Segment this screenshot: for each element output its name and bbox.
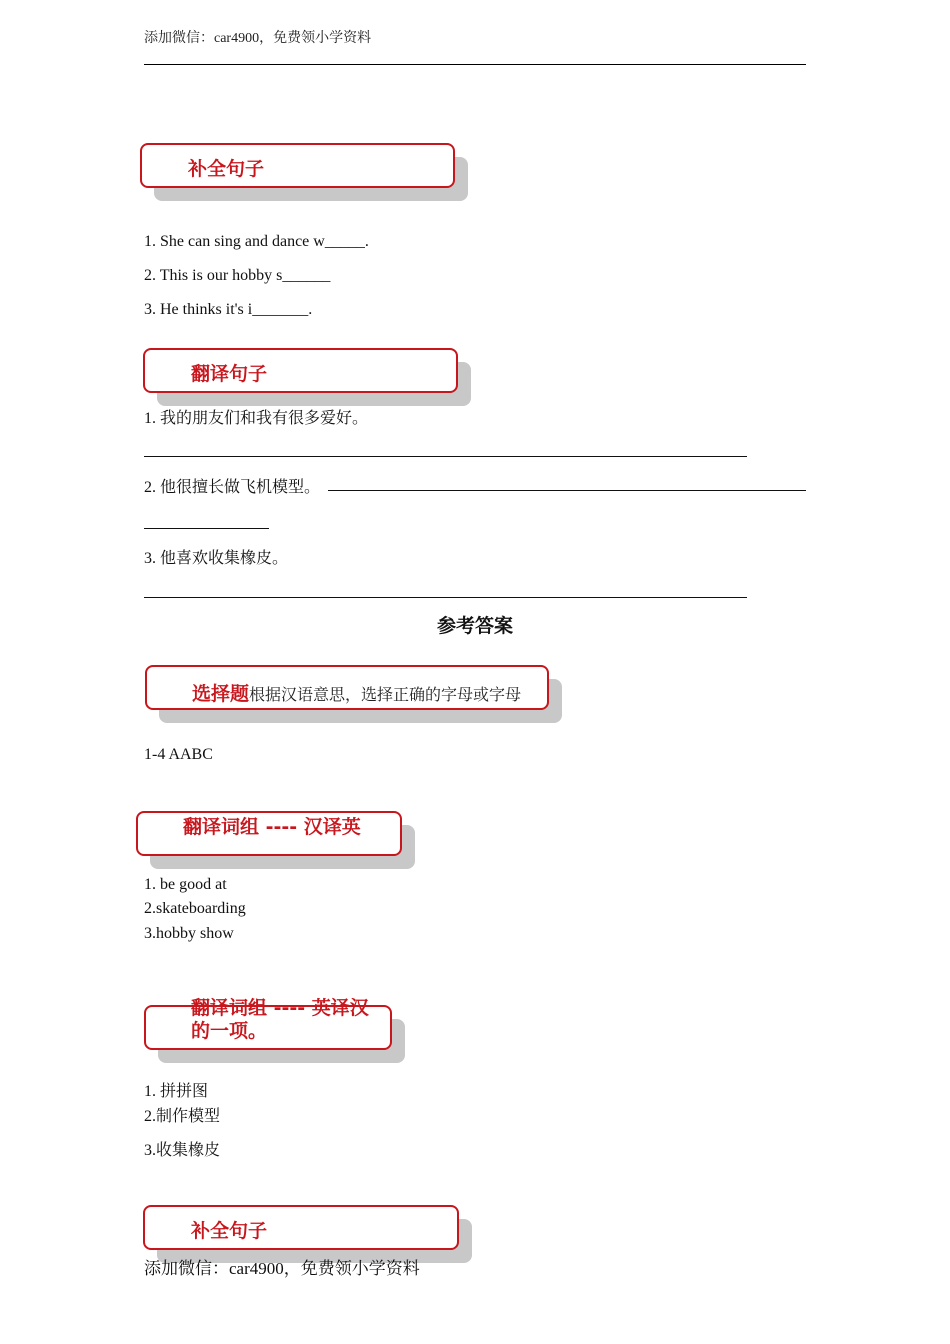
answer-en-zh-item-3: 3.收集橡皮 [144, 1142, 221, 1159]
answer-line-2b [144, 528, 269, 529]
answer-choice-subtitle: 根据汉语意思，选择正确的字母或字母 [249, 685, 522, 704]
answer-zh-en-item-1: 1. be good at [144, 876, 227, 893]
answer-choice-text: 1-4 AABC [144, 746, 213, 763]
answer-zh-en-title: 翻译词组 ---- 汉译英 [183, 816, 361, 838]
translate-item-2: 2. 他很擅长做飞机模型。 [144, 479, 321, 496]
answer-line-1 [144, 456, 747, 457]
answer-en-zh-title-continued: 的一项。 [191, 1020, 268, 1042]
section-fill-title: 补全句子 [188, 158, 265, 180]
answer-zh-en-item-3: 3.hobby show [144, 925, 234, 942]
section-translate-title: 翻译句子 [191, 363, 268, 385]
answers-title: 参考答案 [436, 615, 513, 637]
answer-en-zh-title: 翻译词组 ---- 英译汉 [191, 997, 369, 1019]
fill-item-2: 2. This is our hobby s______ [144, 267, 331, 284]
answer-line-2a [328, 490, 806, 491]
answer-zh-en-item-2: 2.skateboarding [144, 900, 246, 917]
header-text: 添加微信：car4900，免费领小学资料 [144, 31, 372, 46]
fill-item-1: 1. She can sing and dance w_____. [144, 233, 369, 250]
translate-item-1: 1. 我的朋友们和我有很多爱好。 [144, 410, 369, 427]
answer-choice-title: 选择题 [192, 683, 250, 705]
answer-line-3 [144, 597, 747, 598]
fill-item-3: 3. He thinks it's i_______. [144, 301, 313, 318]
footer-text: 添加微信：car4900，免费领小学资料 [144, 1259, 420, 1278]
answer-fill-title: 补全句子 [191, 1220, 268, 1242]
translate-item-3: 3. 他喜欢收集橡皮。 [144, 550, 289, 567]
answer-en-zh-item-1: 1. 拼拼图 [144, 1083, 209, 1100]
answer-en-zh-item-2: 2.制作模型 [144, 1108, 221, 1125]
header-divider [144, 64, 806, 65]
